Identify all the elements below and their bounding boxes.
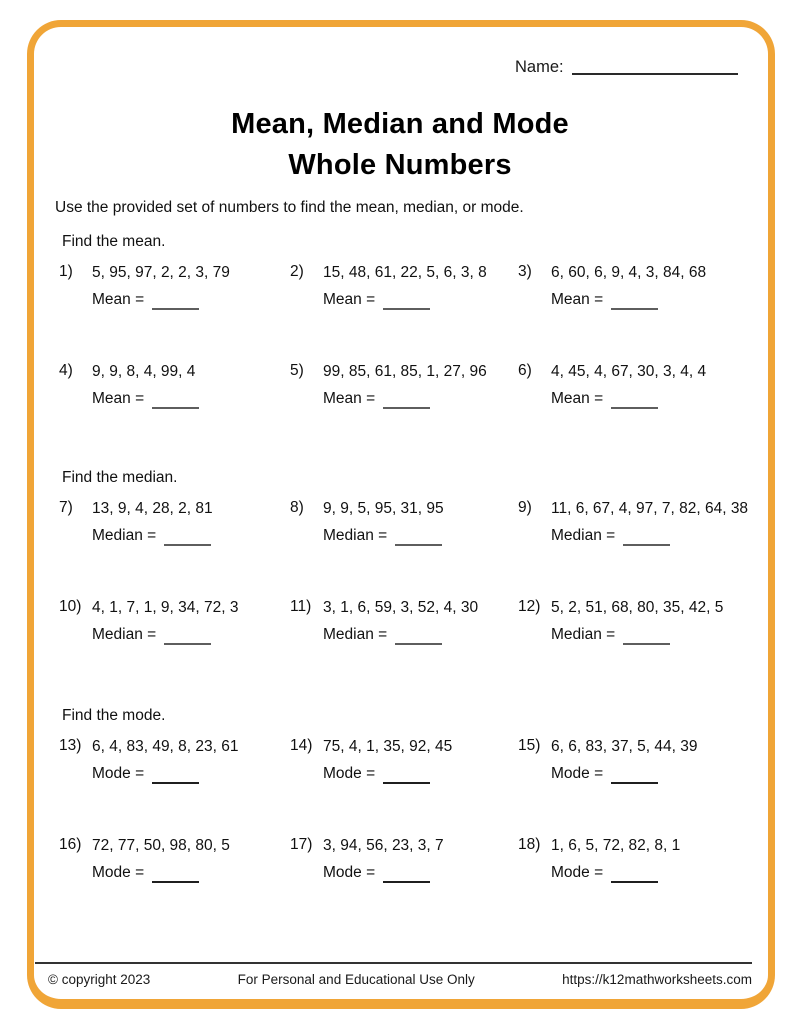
problem-number: 13): [59, 737, 82, 754]
answer-blank[interactable]: [611, 407, 658, 409]
answer-label: Median =: [92, 527, 157, 544]
answer-label: Mode =: [92, 765, 145, 782]
section-median: [59, 469, 759, 645]
problem: [59, 362, 290, 409]
problem-number: 18): [518, 836, 541, 853]
problem: [518, 499, 759, 546]
footer-usage-note: For Personal and Educational Use Only: [237, 972, 475, 987]
answer-blank[interactable]: [164, 643, 211, 645]
name-blank-line[interactable]: [572, 73, 738, 75]
answer-blank[interactable]: [152, 881, 199, 883]
footer-copyright: © copyright 2023: [48, 972, 151, 987]
problem-number: 3): [518, 263, 532, 280]
problem: [290, 263, 518, 310]
answer-blank[interactable]: [383, 881, 430, 883]
problem-number: 12): [518, 598, 541, 615]
problem-number: 2): [290, 263, 304, 280]
answer-blank[interactable]: [395, 544, 442, 546]
problem: [59, 737, 290, 784]
problem-number: 11): [290, 598, 312, 615]
answer-label: Mean =: [323, 291, 376, 308]
problem-number: 8): [290, 499, 304, 516]
footer-divider: [35, 962, 752, 964]
answer-blank[interactable]: [395, 643, 442, 645]
problem-number: 14): [290, 737, 313, 754]
problem-numbers: 3, 94, 56, 23, 3, 7: [323, 837, 444, 854]
answer-label: Mode =: [92, 864, 145, 881]
answer-label: Mean =: [92, 390, 145, 407]
problem-numbers: 72, 77, 50, 98, 80, 5: [92, 837, 230, 854]
answer-label: Mode =: [551, 765, 604, 782]
problem: [518, 836, 759, 883]
answer-blank[interactable]: [152, 308, 199, 310]
problem: [518, 362, 759, 409]
problem-grid: [59, 499, 759, 645]
problem: [518, 263, 759, 310]
answer-label: Mean =: [551, 291, 604, 308]
problem-grid: [59, 737, 759, 883]
problem: [59, 598, 290, 645]
problem-grid: [59, 263, 759, 409]
problem: [290, 737, 518, 784]
problem: [290, 598, 518, 645]
name-row: [515, 58, 738, 77]
footer-url: https://k12mathworksheets.com: [562, 972, 752, 987]
footer: [48, 972, 752, 987]
answer-blank[interactable]: [383, 407, 430, 409]
problem-numbers: 6, 6, 83, 37, 5, 44, 39: [551, 738, 698, 755]
problem-number: 10): [59, 598, 82, 615]
problem-number: 5): [290, 362, 304, 379]
title-line-1: Mean, Median and Mode: [231, 108, 569, 140]
problem: [518, 737, 759, 784]
answer-label: Median =: [551, 626, 616, 643]
answer-label: Mean =: [323, 390, 376, 407]
problem-numbers: 9, 9, 5, 95, 31, 95: [323, 500, 444, 517]
problem-numbers: 13, 9, 4, 28, 2, 81: [92, 500, 213, 517]
name-label: Name:: [515, 58, 564, 76]
problem-numbers: 5, 95, 97, 2, 2, 3, 79: [92, 264, 230, 281]
problem-numbers: 1, 6, 5, 72, 82, 8, 1: [551, 837, 681, 854]
answer-blank[interactable]: [164, 544, 211, 546]
answer-blank[interactable]: [383, 782, 430, 784]
problem-number: 9): [518, 499, 532, 516]
problem-number: 7): [59, 499, 73, 516]
problem-number: 4): [59, 362, 73, 379]
problem-numbers: 99, 85, 61, 85, 1, 27, 96: [323, 363, 487, 380]
problem-numbers: 4, 1, 7, 1, 9, 34, 72, 3: [92, 599, 239, 616]
answer-blank[interactable]: [623, 643, 670, 645]
problem-numbers: 3, 1, 6, 59, 3, 52, 4, 30: [323, 599, 479, 616]
problem-numbers: 6, 4, 83, 49, 8, 23, 61: [92, 738, 239, 755]
problem: [59, 263, 290, 310]
problem-numbers: 9, 9, 8, 4, 99, 4: [92, 363, 196, 380]
answer-blank[interactable]: [152, 407, 199, 409]
title-line-2: Whole Numbers: [288, 149, 512, 181]
answer-label: Mode =: [323, 765, 376, 782]
answer-blank[interactable]: [611, 782, 658, 784]
problem-numbers: 4, 45, 4, 67, 30, 3, 4, 4: [551, 363, 707, 380]
answer-blank[interactable]: [611, 308, 658, 310]
answer-label: Median =: [323, 527, 388, 544]
answer-label: Mean =: [92, 291, 145, 308]
section-mode: [59, 707, 759, 883]
problem-number: 1): [59, 263, 73, 280]
problem-numbers: 75, 4, 1, 35, 92, 45: [323, 738, 453, 755]
problem: [290, 499, 518, 546]
section-header: Find the mean.: [62, 233, 166, 250]
problem-number: 17): [290, 836, 313, 853]
answer-label: Mode =: [551, 864, 604, 881]
answer-label: Mean =: [551, 390, 604, 407]
problem: [59, 499, 290, 546]
section-header: Find the mode.: [62, 707, 166, 724]
answer-label: Mode =: [323, 864, 376, 881]
problem: [59, 836, 290, 883]
problem-numbers: 15, 48, 61, 22, 5, 6, 3, 8: [323, 264, 487, 281]
problem-numbers: 5, 2, 51, 68, 80, 35, 42, 5: [551, 599, 724, 616]
answer-blank[interactable]: [623, 544, 670, 546]
problem: [290, 362, 518, 409]
problem-number: 15): [518, 737, 541, 754]
problem-number: 16): [59, 836, 82, 853]
answer-label: Median =: [551, 527, 616, 544]
answer-blank[interactable]: [383, 308, 430, 310]
answer-blank[interactable]: [152, 782, 199, 784]
page-title: [0, 104, 800, 186]
section-header: Find the median.: [62, 469, 178, 486]
answer-label: Median =: [323, 626, 388, 643]
problem-numbers: 11, 6, 67, 4, 97, 7, 82, 64, 38: [551, 500, 749, 517]
problem-numbers: 6, 60, 6, 9, 4, 3, 84, 68: [551, 264, 707, 281]
problem: [518, 598, 759, 645]
problem-number: 6): [518, 362, 532, 379]
answer-blank[interactable]: [611, 881, 658, 883]
problem: [290, 836, 518, 883]
section-mean: [59, 233, 759, 409]
answer-label: Median =: [92, 626, 157, 643]
instruction-text: Use the provided set of numbers to find the mean, median, or mode.: [55, 199, 524, 216]
